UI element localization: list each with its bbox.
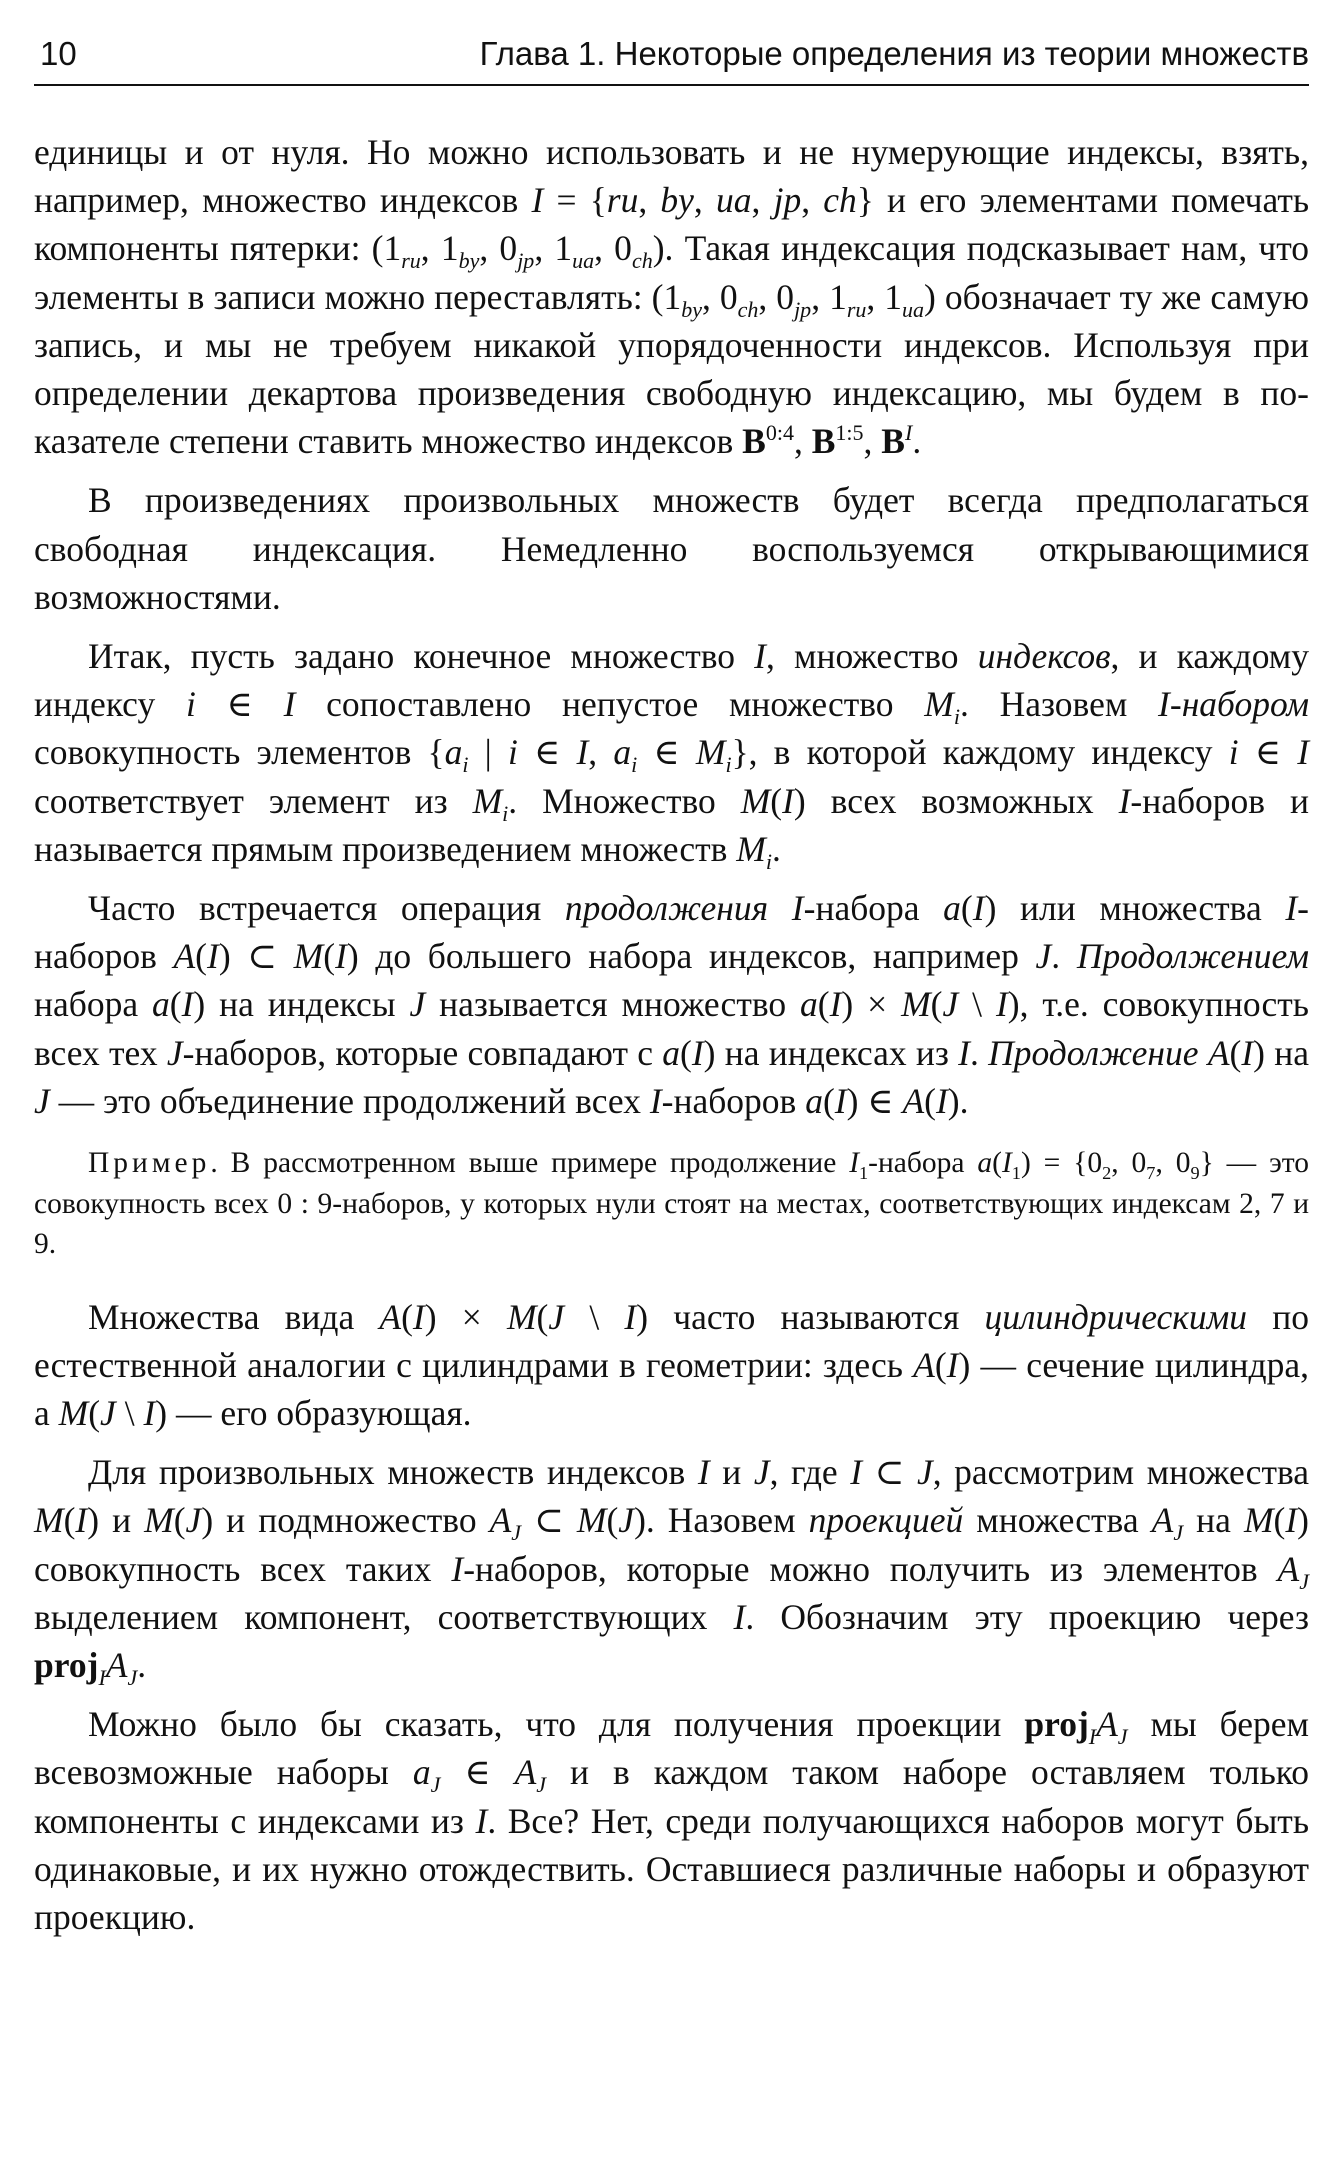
- page-header: [34, 24, 1309, 84]
- header-rule: [34, 84, 1309, 86]
- paragraph: Можно было бы сказать, что для получения проекции $proj_IA_J$ мы берем всевозможные наборы $a_J$ ∈ $A_J$ и в каждом таком наборе оставляем только компоненты с индексами из I. Все? Нет, среди получающихся наборов могут быть одинаковые, и их нужно отождествить. Оставшиеся различные наборы и образуют проекцию.: [34, 1704, 1310, 1937]
- paragraph: единицы и от нуля. Но можно использовать и не нумерующие индексы, взять, например, множество индексов I = {ru, by, ua, jp, ch} и его элементами помечать компоненты пятерки: ($1_{ru}$, $1_{by}$, $0_{jp}$, $1_{ua}$, $0_{ch}$). Такая индексация подсказывает нам, что элементы в записи можно переставлять: ($1_{by}$, $0_{ch}$, $0_{jp}$, $1_{ru}$, $1_{ua}$) обозначает ту же самую запись, и мы не требуем никакой упорядоченности индексов. Используя при определении декартова произведения свободную индексацию, мы будем в показателе степени ставить множество индексов $B^{0:4}$, $B^{1:5}$, $B^I$.: [34, 132, 1310, 462]
- paragraph: Для произвольных множеств индексов I и J, где I ⊂ J, рассмотрим множества M(I) и M(J) и подмножество $A_J$ ⊂ M(J). Назовем проекцией множества $A_J$ на M(I) совокупность всех таких I-наборов, которые можно получить из элементов $A_J$ выделением компонент, соответствующих I. Обозначим эту проекцию через $proj_IA_J$.: [34, 1452, 1310, 1691]
- paragraph: В произведениях произвольных множеств будет всегда предполагаться свободная индексация. Немедленно воспользуемся открывающимися возможностями.: [34, 480, 1309, 617]
- paragraph: Часто встречается операция продолжения I-набора a(I) или множества I-наборов A(I) ⊂ M(I) до большего набора индексов, например J. Продолжением набора a(I) на индексы J называется множество a(I) × M(J \ I), т.е. совокупность всех тех J-наборов, которые совпадают с a(I) на индексах из I. Продолжение A(I) на J — это объединение продолжений всех I-наборов a(I) ∈ A(I).: [34, 888, 1309, 1121]
- paragraph: Множества вида A(I) × M(J \ I) часто называются цилиндрическими по естественной аналогии с цилиндрами в геометрии: здесь A(I) — сечение цилиндра, а M(J \ I) — его образующая.: [34, 1296, 1309, 1433]
- page-body: [34, 128, 1309, 1952]
- running-head: Глава 1. Некоторые определения из теории множеств: [479, 35, 1309, 72]
- book-page: [34, 0, 1309, 2175]
- example-paragraph: Пример. В рассмотренном выше примере продолжение $I_1$-набора $a(I_1) = \{0_2$, $0_7$, $0_9$} — это совокупность всех 0 : 9-наборов, у которых нули стоят на местах, соответствующих индексам 2, 7 и 9.: [34, 1147, 1309, 1261]
- page-number: 10: [40, 35, 77, 72]
- paragraph: Итак, пусть задано конечное множество I, множество индексов, и каждому индексу i ∈ I сопоставлено непустое множество $M_i$. Назовем I-набором совокупность элементов {$a_i$ | i ∈ I, $a_i$ ∈ $M_i$}, в которой каждому индексу i ∈ I соответствует элемент из $M_i$. Множество M(I) всех возможных I-наборов и называется прямым произведением множеств $M_i$.: [34, 636, 1310, 874]
